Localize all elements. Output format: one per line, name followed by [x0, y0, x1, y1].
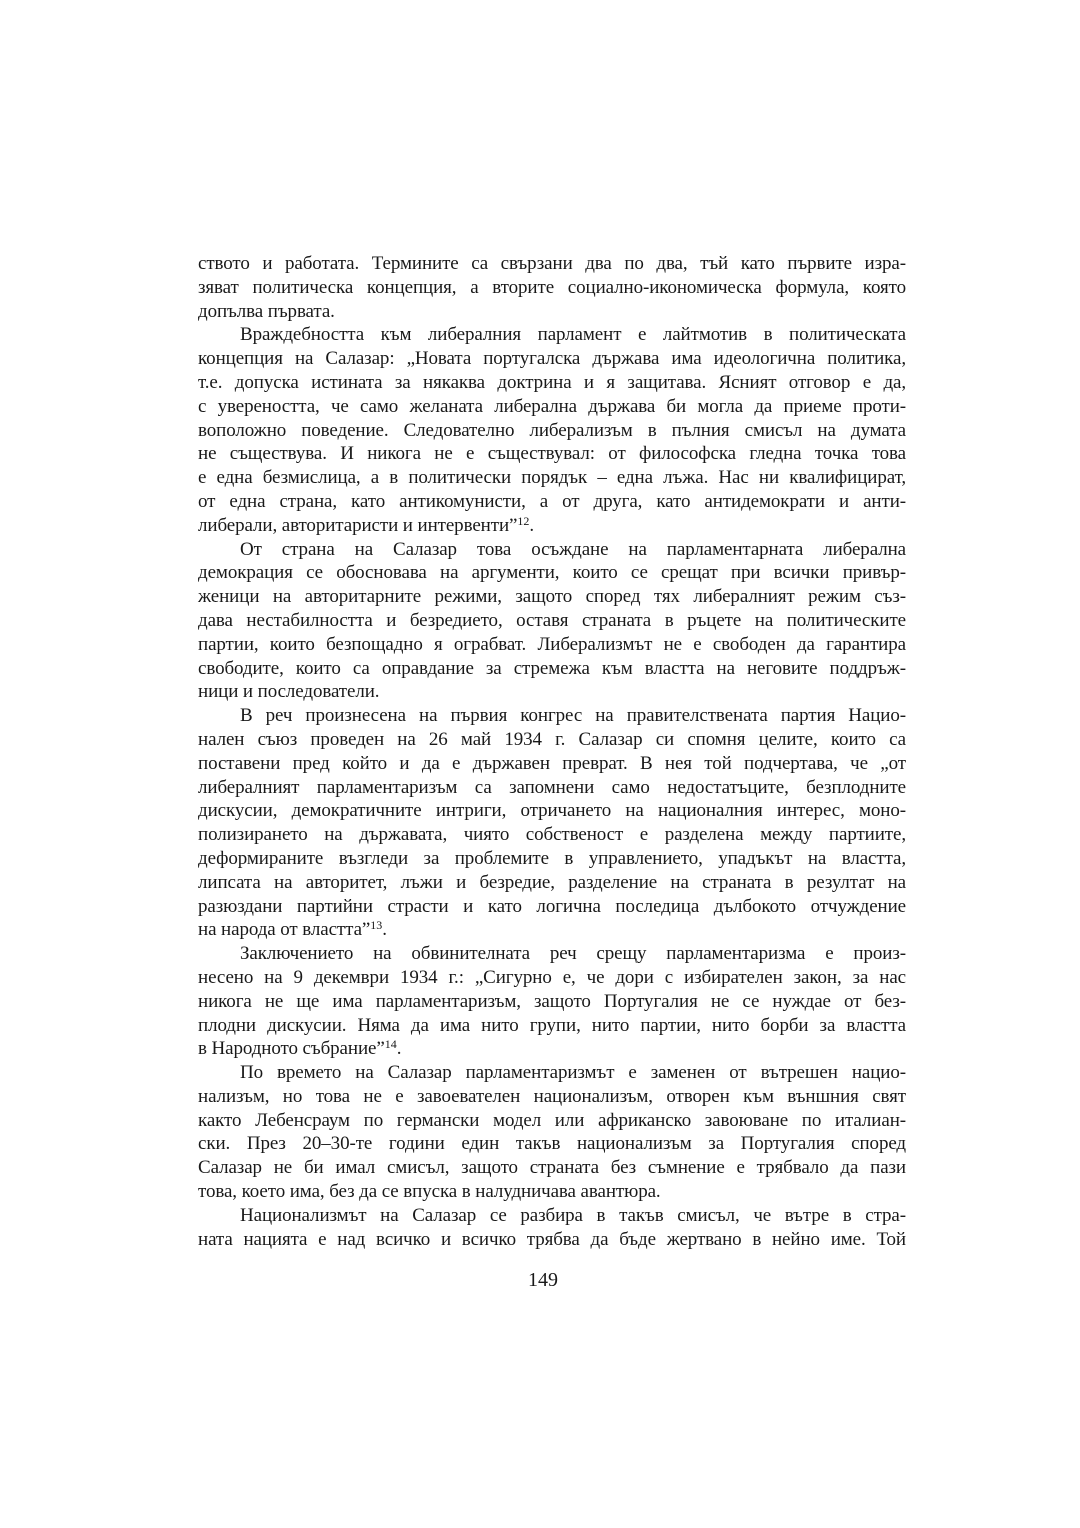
- paragraph: [198, 1061, 906, 1204]
- text-line: От страна на Салазар това осъждане на парламентарната либерална: [240, 538, 906, 560]
- text-line: зяват политическа концепция, а вторите социално-икономическа формула, която: [198, 276, 906, 298]
- text-line: допълва първата.: [198, 300, 335, 322]
- paragraph: [198, 1204, 906, 1252]
- text-line: е една безмислица, а в политически порядък – една лъжа. Нас ни квалифицират,: [198, 467, 906, 489]
- paragraph: [198, 942, 906, 1061]
- text-line: свободите, които са оправдание за стремежа към властта на неговите поддръж-: [198, 657, 906, 679]
- text-line: ници и последователи.: [198, 681, 380, 703]
- text-line: По времето на Салазар парламентаризмът е заменен от вътрешен нацио-: [240, 1062, 906, 1084]
- footnote-marker: 12: [517, 513, 530, 528]
- text-line: плодни дискусии. Няма да има нито групи, нито партии, нито борби за властта: [198, 1014, 906, 1036]
- text-line: разюздани партийни страсти и като логична последица дълбокото отчуждение: [198, 895, 906, 917]
- paragraph: [198, 538, 906, 705]
- footnote-marker: 14: [384, 1037, 397, 1052]
- text-line: воположно поведение. Следователно либерализъм в пълния смисъл на думата: [198, 419, 906, 441]
- text-line: несено на 9 декември 1934 г.: „Сигурно е, че дори с избирателен закон, за нас: [198, 966, 906, 988]
- text-line: партии, които безпощадно я ограбват. Либерализмът не е свободен да гарантира: [198, 633, 906, 655]
- footnote-marker: 13: [370, 918, 383, 933]
- text-line: В реч произнесена на първия конгрес на правителствената партия Нацио-: [240, 705, 906, 727]
- paragraph: [198, 323, 906, 537]
- text-line: в Народното събрание”$^{14}$.: [198, 1037, 402, 1060]
- text-line: на народа от властта”$^{13}$.: [198, 918, 387, 941]
- paragraph: [198, 252, 906, 323]
- text-line: полизирането на държавата, чиято собственост е разделена между партиите,: [198, 824, 906, 846]
- text-line: никога не ще има парламентаризъм, защото Португалия не се нуждае от без-: [198, 990, 906, 1012]
- text-line: ски. През 20–30-те години един такъв национализъм за Португалия според: [198, 1133, 906, 1155]
- text-line: не съществува. И никога не е съществувал: от философска гледна точка това: [198, 443, 906, 465]
- text-line: както Лебенсраум по германски модел или африканско завоюване по италиан-: [198, 1109, 906, 1131]
- text-line: нален съюз проведен на 26 май 1934 г. Салазар си спомня целите, които са: [198, 728, 906, 750]
- text-line: липсата на авторитет, лъжи и безредие, разделение на страната в резултат на: [198, 871, 906, 893]
- text-line: нализъм, но това не е завоевателен национализъм, отворен към външния свят: [198, 1085, 906, 1107]
- text-line: дава нестабилността и безредието, оставя страната в ръцете на политическите: [198, 609, 906, 631]
- text-line: ната нацията е над всичко и всичко трябва да бъде жертвано в нейно име. Той: [198, 1228, 906, 1250]
- text-line: деформираните възгледи за проблемите в управлението, упадъкът на властта,: [198, 847, 906, 869]
- text-line: това, което има, без да се впуска в налудничава авантюра.: [198, 1181, 661, 1203]
- page-number: 149: [528, 1269, 558, 1291]
- paragraph: [198, 704, 906, 942]
- text-line: либерали, авторитаристи и интервенти”$^{12}$.: [198, 513, 535, 536]
- text-line: либералният парламентаризъм са запомнени само недостатъците, безплодните: [198, 776, 906, 798]
- text-line: т.е. допуска истината за някаква доктрина и я защитава. Ясният отговор е да,: [198, 371, 906, 393]
- text-line: дискусии, демократичните интриги, отричането на националния интерес, моно-: [198, 800, 906, 822]
- text-line: Заключението на обвинителната реч срещу парламентаризма е произ-: [240, 943, 906, 965]
- text-line: от една страна, като антикомунисти, а от друга, като антидемократи и анти-: [198, 490, 906, 512]
- text-block: [198, 252, 906, 1251]
- text-line: с увереността, че само желаната либерална държава би могла да приеме проти-: [198, 395, 906, 417]
- text-line: женици на авторитарните режими, защото според тях либералният режим съз-: [198, 586, 906, 608]
- text-line: демокрация се обосновава на аргументи, които се срещат при всички привър-: [198, 562, 906, 584]
- text-line: Национализмът на Салазар се разбира в такъв смисъл, че вътре в стра-: [240, 1204, 906, 1226]
- text-line: Салазар не би имал смисъл, защото страната без съмнение е трябвало да пази: [198, 1157, 906, 1179]
- text-line: поставени пред който и да е държавен преврат. В нея той подчертава, че „от: [198, 752, 906, 774]
- text-line: концепция на Салазар: „Новата португалска държава има идеологична политика,: [198, 348, 906, 370]
- text-line: Враждебността към либералния парламент е лайтмотив в политическата: [240, 324, 906, 346]
- text-line: ството и работата. Термините са свързани два по два, тъй като първите изра-: [198, 253, 906, 274]
